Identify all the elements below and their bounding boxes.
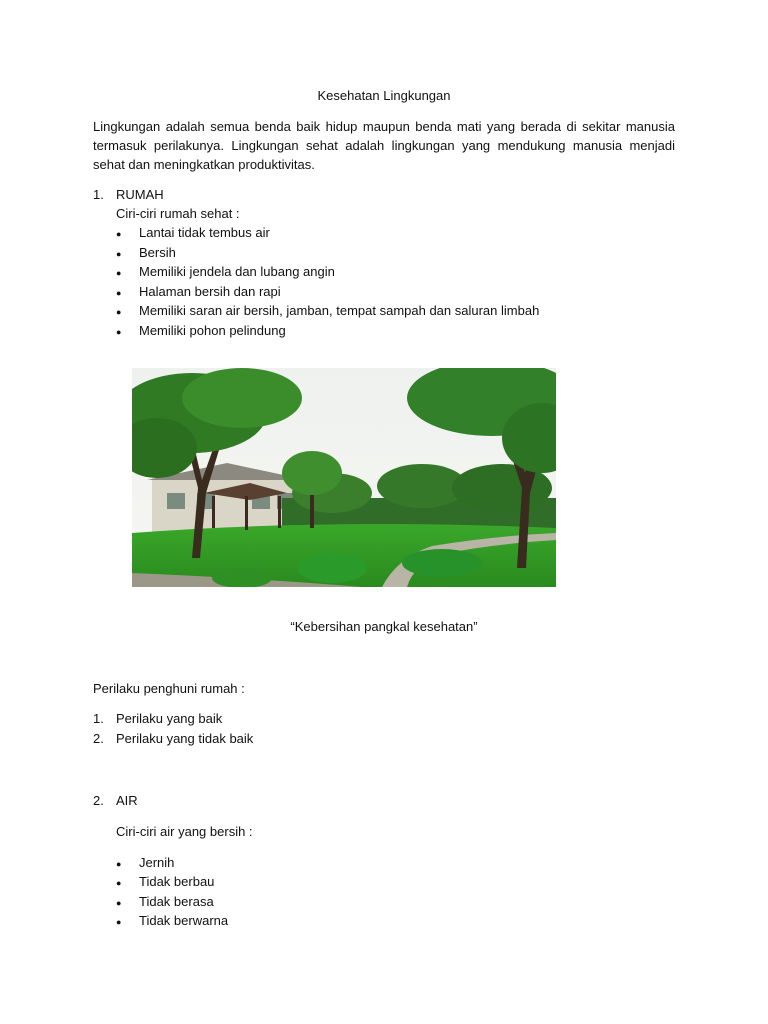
- bullet-icon: ●: [116, 327, 122, 337]
- behavior-item: Perilaku yang tidak baik: [116, 731, 254, 746]
- bullet-icon: ●: [116, 898, 122, 908]
- bullet-icon: ●: [116, 249, 122, 259]
- bullet-icon: ●: [116, 859, 122, 869]
- list-item: Memiliki saran air bersih, jamban, tempat sampah dan saluran limbah: [139, 303, 540, 318]
- quote: “Kebersihan pangkal kesehatan”: [290, 619, 478, 634]
- list-item: Bersih: [139, 245, 176, 260]
- section-2-heading: AIR: [116, 793, 138, 808]
- list-item: Tidak berwarna: [139, 913, 229, 928]
- garden-photo: [132, 368, 556, 587]
- list-item: Tidak berasa: [139, 894, 214, 909]
- bullet-icon: ●: [116, 917, 122, 927]
- list-item: Jernih: [139, 855, 175, 870]
- section-2-subheading: Ciri-ciri air yang bersih :: [116, 824, 253, 839]
- behavior-item-number: 1.: [93, 711, 104, 726]
- document-title: Kesehatan Lingkungan: [317, 88, 451, 103]
- section-1-number: 1.: [93, 187, 104, 202]
- section-1-subheading: Ciri-ciri rumah sehat :: [116, 206, 240, 221]
- list-item: Memiliki jendela dan lubang angin: [139, 264, 335, 279]
- list-item: Halaman bersih dan rapi: [139, 284, 281, 299]
- behavior-item: Perilaku yang baik: [116, 711, 223, 726]
- list-item: Memiliki pohon pelindung: [139, 323, 286, 338]
- list-item: Tidak berbau: [139, 874, 215, 889]
- bullet-icon: ●: [116, 307, 122, 317]
- behavior-item-number: 2.: [93, 731, 104, 746]
- bullet-icon: ●: [116, 229, 122, 239]
- list-item: Lantai tidak tembus air: [139, 225, 270, 240]
- section-2-number: 2.: [93, 793, 104, 808]
- section-1-heading: RUMAH: [116, 187, 164, 202]
- bullet-icon: ●: [116, 268, 122, 278]
- bullet-icon: ●: [116, 878, 122, 888]
- bullet-icon: ●: [116, 288, 122, 298]
- behavior-heading: Perilaku penghuni rumah :: [93, 681, 245, 696]
- intro-paragraph: Lingkungan adalah semua benda baik hidup maupun benda mati yang berada di sekitar manusia termasuk perilakunya. Lingkungan sehat adalah lingkungan yang mendukung manusia menjadi sehat dan meningkatkan produktivitas.: [93, 119, 675, 172]
